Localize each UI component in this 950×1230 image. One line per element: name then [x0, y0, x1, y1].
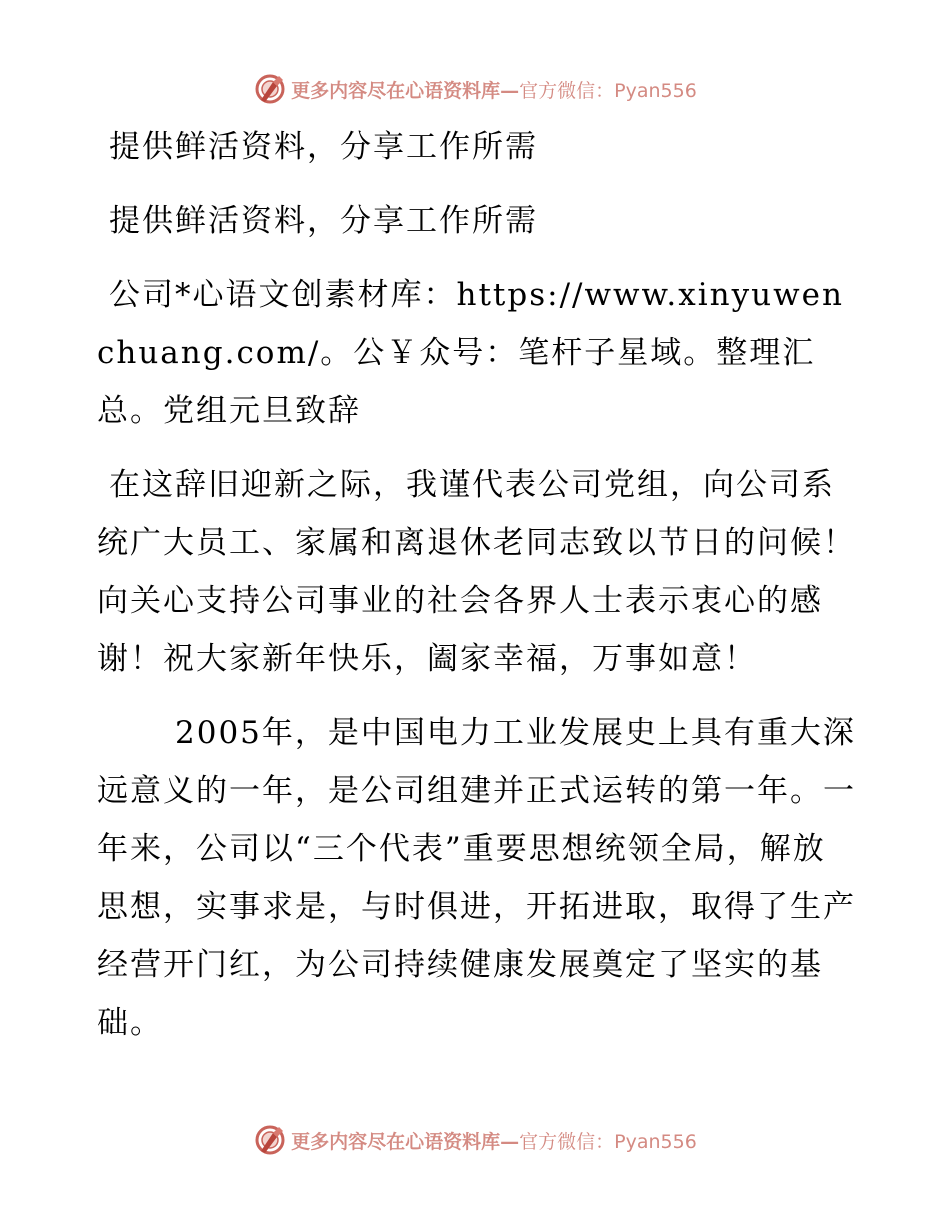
- promo-text: 更多内容尽在心语资料库—: [291, 79, 520, 102]
- wechat-contact: 官方微信：Pyan556: [519, 1130, 697, 1153]
- greeting-text: 在这辞旧迎新之际，我谨代表公司党组，向公司系统广大员工、家属和离退休老同志致以节日的问候！向关心支持公司事业的社会各界人士表示衷心的感谢！祝大家新年快乐，阖家幸福，万事如意！: [97, 467, 856, 677]
- wechat-contact: 官方微信：Pyan556: [519, 79, 697, 102]
- source-text: 公司*心语文创素材库：https://www.xinyuwenchuang.com/。公￥众号：笔杆子星域。整理汇总。党组元旦致辞: [97, 277, 844, 429]
- paragraph-intro-1: 提供鲜活资料，分享工作所需: [109, 129, 538, 165]
- pen-nib-logo-icon: [253, 1123, 287, 1157]
- header-banner: [0, 67, 950, 111]
- paragraph-greeting: [97, 456, 857, 688]
- paragraph-source: [97, 266, 857, 440]
- document-body: [97, 118, 857, 1052]
- paragraph-review: 2005年，是中国电力工业发展史上具有重大深远意义的一年，是公司组建并正式运转的第一年。一年来，公司以“三个代表”重要思想统领全局，解放思想，实事求是，与时俱进，开拓进取，取得了生产经营开门红，为公司持续健康发展奠定了坚实的基础。: [97, 715, 856, 1041]
- footer-banner: [0, 1118, 950, 1162]
- paragraph-intro-2: 提供鲜活资料，分享工作所需: [109, 203, 538, 239]
- promo-text: 更多内容尽在心语资料库—: [291, 1130, 520, 1153]
- pen-nib-logo-icon: [253, 72, 287, 106]
